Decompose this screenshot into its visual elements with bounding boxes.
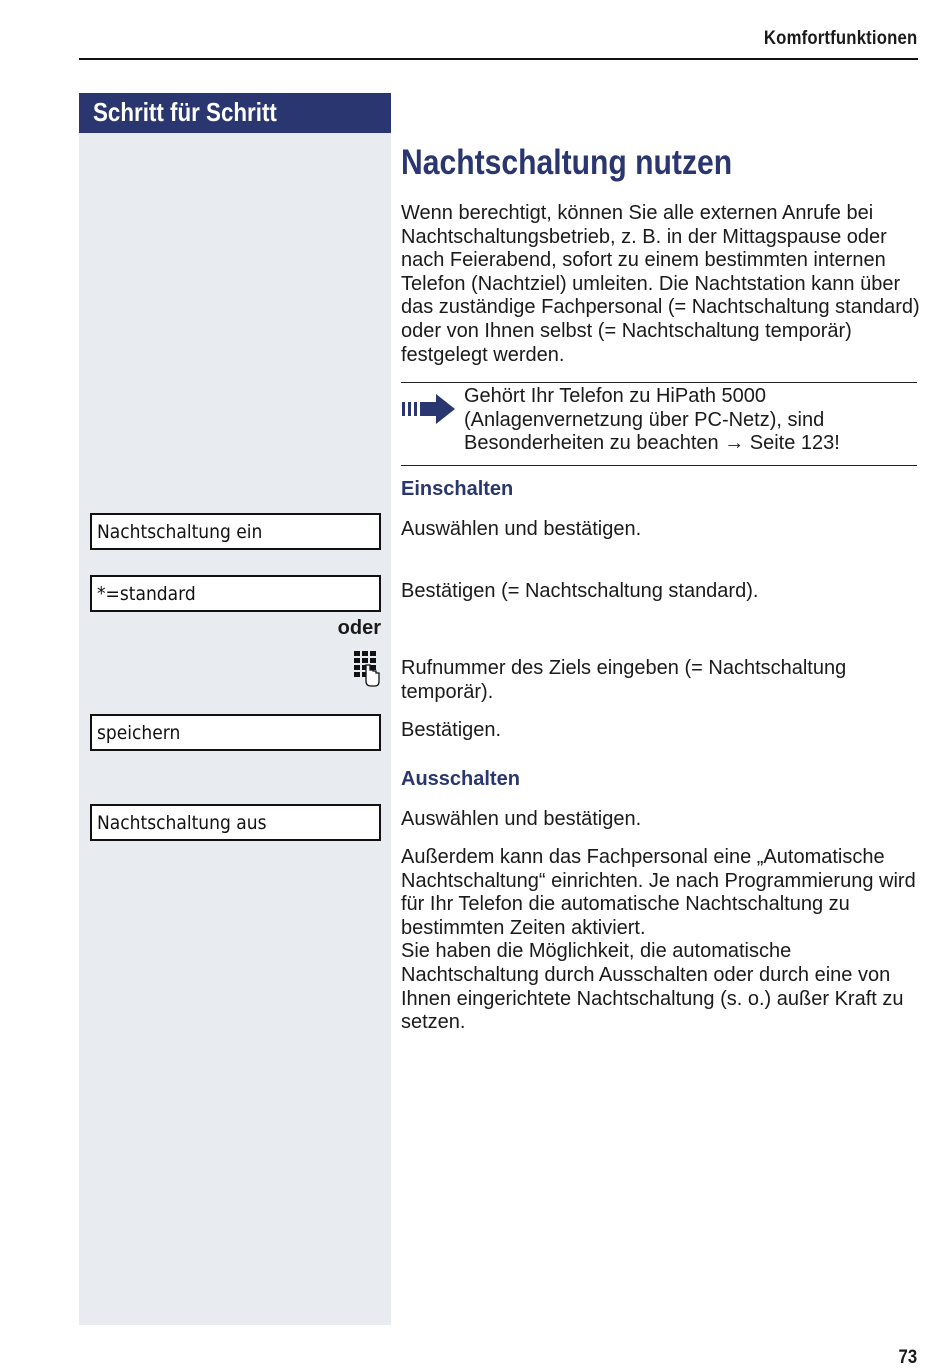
closing-text-2: Sie haben die Möglichkeit, die automatische Nachtschaltung durch Ausschalten oder durch eine von Ihnen eingerichtete Nachtschaltung (s. o.) außer Kraft zu setzen.	[401, 940, 904, 1034]
oder-label: oder	[337, 617, 381, 639]
page-title: Nachtschaltung nutzen	[401, 143, 733, 182]
closing-text-1: Außerdem kann das Fachpersonal eine „Automatische Nachtschaltung“ einrichten. Je nach Programmierung wird für Ihr Telefon die automatische Nachtschaltung zu bestimmten Zeiten aktiviert.	[401, 846, 916, 939]
closing-paragraph	[401, 846, 921, 1035]
softkey-nachtschaltung-ein[interactable]	[90, 513, 381, 550]
note-text: Gehört Ihr Telefon zu HiPath 5000 (Anlagenvernetzung über PC-Netz), sind Besonderheiten zu beachten → Seite 123!	[464, 385, 840, 455]
softkey-label: *=standard	[97, 583, 196, 605]
keypad-icon	[354, 651, 380, 687]
heading-ausschalten: Ausschalten	[401, 768, 520, 790]
header-rule	[79, 58, 918, 60]
step-standard-text: Bestätigen (= Nachtschaltung standard).	[401, 580, 759, 602]
sidebar-title: Schritt für Schritt	[93, 97, 277, 127]
softkey-label: Nachtschaltung aus	[97, 812, 267, 834]
note-top-rule	[401, 382, 917, 383]
step-save-text: Bestätigen.	[401, 719, 502, 741]
softkey-standard[interactable]	[90, 575, 381, 612]
softkey-label: Nachtschaltung ein	[97, 521, 263, 543]
softkey-speichern[interactable]	[90, 714, 381, 751]
note-bottom-rule	[401, 465, 917, 466]
section-title: Komfortfunktionen	[763, 28, 917, 49]
softkey-label: speichern	[97, 722, 181, 744]
step-enter-number-text: Rufnummer des Ziels eingeben (= Nachtschaltung temporär).	[401, 657, 847, 703]
heading-einschalten: Einschalten	[401, 478, 514, 500]
softkey-nachtschaltung-aus[interactable]	[90, 804, 381, 841]
page-number: 73	[898, 1347, 917, 1368]
step-select-text: Auswählen und bestätigen.	[401, 518, 642, 540]
sidebar-header	[79, 93, 391, 133]
intro-paragraph: Wenn berechtigt, können Sie alle externen Anrufe bei Nachtschaltungsbetrieb, z. B. in der Mittagspause oder nach Feierabend, sofort zu einem bestimmten internen Telefon (Nachtziel) umleiten. Die Nachtstation kann über das zuständige Fachpersonal (= Nachtschaltung standard) oder von Ihnen selbst (= Nachtschaltung temporär) festgelegt werden.	[401, 202, 920, 366]
step-select-off-text: Auswählen und bestätigen.	[401, 808, 642, 830]
arrow-note-icon	[402, 393, 456, 425]
